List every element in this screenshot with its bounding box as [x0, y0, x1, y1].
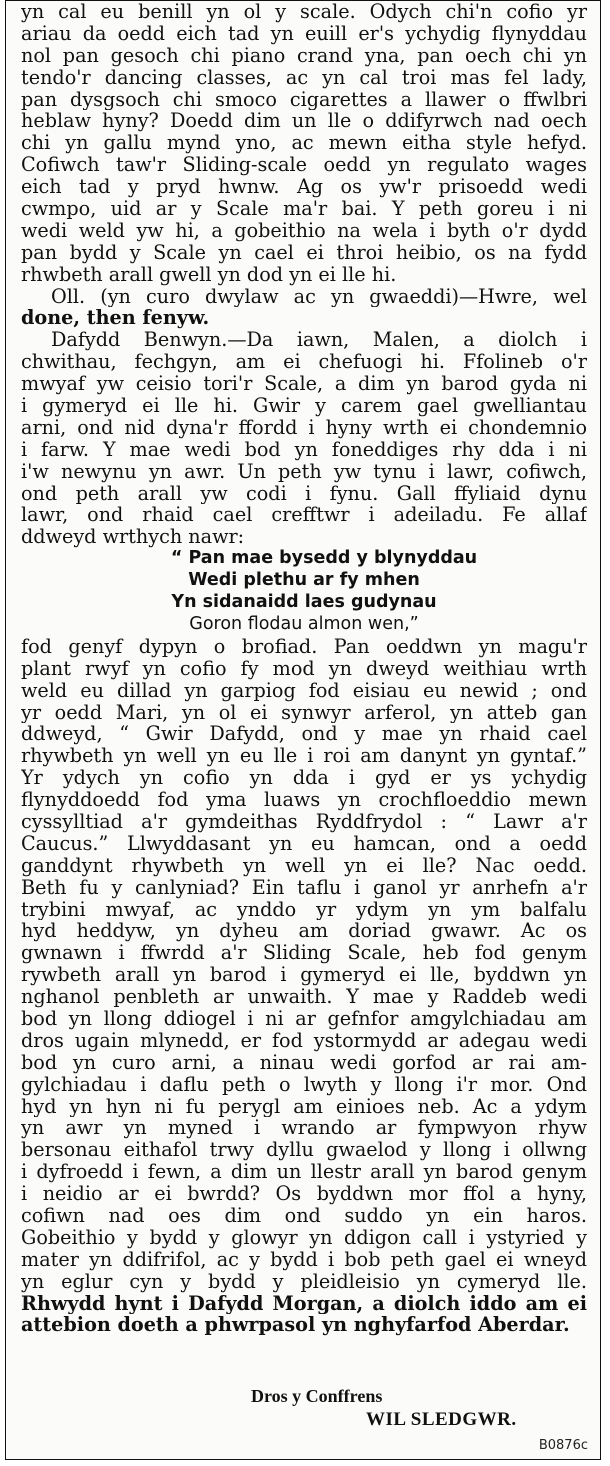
paragraph-all-cheer [21, 286, 587, 330]
text-line: i'w newynu yn awr. Un peth yw tynu i lawr, cofiwch, [21, 460, 587, 483]
verse-line: Wedi plethu ar fy mhen [188, 570, 420, 591]
text-line: Yr ydych yn cofio yn dda i gyd er ys ychydig [21, 767, 587, 790]
text-line: flynyddoedd fod yma luaws yn crochfloeddio mewn [21, 789, 587, 811]
text-line: ddweyd, “ Gwir Dafydd, ond y mae yn rhaid cael [21, 723, 587, 746]
text-line: hyd yn hyn ni fu perygl am einioes neb. Ac a ydym [21, 1095, 587, 1118]
text-line: chwithau, fechgyn, am ei chefuogi hi. Ffolineb o'r [21, 351, 587, 374]
text-line: nghanol penbleth ar unwaith. Y mae y Raddeb wedi [21, 986, 587, 1008]
text-line: arni, ond nid dyna'r ffordd i hyny wrth ei chondemnio [21, 416, 587, 439]
author-signature: WIL SLEDGWR. [366, 1409, 517, 1430]
text-line: yn eglur cyn y bydd y pleidleisio yn cymeryd lle. [21, 1270, 587, 1293]
text-line: i neidio ar ei bwrdd? Os byddwn mor ffol a hyny, [21, 1183, 587, 1205]
text-line: cofiwn nad oes dim ond suddo yn ein haros. [21, 1204, 587, 1227]
text-line: i dyfroedd i fewn, a dim un llestr arall yn barod genym [21, 1161, 587, 1184]
text-line: gylchiadau i daflu peth o lwyth y llong i'r mor. Ond [21, 1073, 587, 1096]
text-line: rhywbeth yn well yn eu lle i roi am danynt yn gyntaf.” [21, 745, 587, 768]
text-line: mwyaf yw ceisio tori'r Scale, a dim yn barod gyda ni [21, 373, 587, 396]
text-line: mater yn ddifrifol, ac y bydd i bob peth gael ei wneyd [21, 1248, 587, 1271]
text-line: bod yn llong ddiogel i ni ar gefnfor amgylchiadau am [21, 1007, 587, 1030]
text-line: Dafydd Benwyn.—Da iawn, Malen, a diolch i [51, 329, 587, 352]
text-line: ariau da oedd eich tad yn euill er's ychydig flynyddau [21, 22, 587, 45]
text-line: done, then fenyw. [21, 307, 210, 330]
text-line: Cofiwch taw'r Sliding-scale oedd yn regulato wages [21, 154, 587, 177]
text-line: yn cal eu benill yn ol y scale. Odych chi'n cofio yr [21, 1, 587, 23]
text-line: lawr, ond rhaid cael crefftwr i adeiladu. Fe allaf [21, 504, 587, 527]
text-line: pan bydd y Scale yn cael ei throi heibio, os na fydd [21, 241, 587, 264]
verse-quotation [21, 548, 587, 636]
verse-line: Goron flodau almon wen,” [189, 613, 419, 634]
text-line: Rhwydd hynt i Dafydd Morgan, a diolch iddo am ei [21, 1292, 587, 1315]
text-line: bersonau eithafol trwy dyllu gwaelod y llong i ollwng [21, 1139, 587, 1162]
text-line: eich tad y pryd hwnw. Ag os yw'r prisoedd wedi [21, 176, 587, 199]
text-line: ddweyd wrthych nawr: [21, 526, 245, 549]
text-line: wedi weld yw hi, a gobeithio na wela i byth o'r dydd [21, 219, 587, 242]
text-line: nol pan gesoch chi piano crand yna, pan oech chi yn [21, 44, 587, 67]
text-line: dros ugain mlynedd, er fod ystormydd ar adegau wedi [21, 1029, 587, 1052]
text-line: gwnawn i ffwrdd a'r Sliding Scale, heb fod genym [21, 942, 587, 965]
text-line: fod genyf dypyn o brofiad. Pan oeddwn yn magu'r [21, 635, 587, 658]
paragraph-experience [21, 636, 587, 1337]
verse-line: Yn sidanaidd laes gudynau [171, 592, 437, 613]
newspaper-clipping [5, 0, 601, 1460]
article-column [21, 1, 587, 1336]
text-line: pan dysgsoch chi smoco cigarettes a llawer o ffwlbri [21, 88, 587, 111]
text-line: cwmpo, uid ar y Scale ma'r bai. Y peth goreu i ni [21, 198, 587, 220]
text-line: cyssylltiad a'r gymdeithas Ryddfrydol : “ Lawr a'r [21, 810, 587, 833]
text-line: attebion doeth a phwrpasol yn nghyfarfod Aberdar. [21, 1314, 570, 1337]
text-line: i farw. Y mae wedi bod yn foneddiges rhy dda i ni [21, 438, 587, 461]
text-line: Gobeithio y bydd y glowyr yn ddigon call i ystyried y [21, 1226, 587, 1249]
text-line: Caucus.” Llwyddasant yn eu hamcan, ond a oedd [21, 832, 587, 855]
text-line: ganddynt rhywbeth yn well yn ei lle? Nac oedd. [21, 854, 587, 877]
paragraph-scale-wages [21, 1, 587, 286]
text-line: heblaw hyny? Doedd dim un lle o ddifyrwch nad oech [21, 110, 587, 133]
text-line: ond peth arall yw codi i fynu. Gall ffyliaid dynu [21, 482, 587, 505]
text-line: rhwbeth arall gwell yn dod yn ei lle hi. [21, 263, 397, 286]
text-line: yn awr yn myned i wrando ar fympwyon rhyw [21, 1117, 587, 1140]
text-line: Beth fu y canlyniad? Ein taflu i ganol yr anrhefn a'r [21, 876, 587, 899]
text-line: hyd heddyw, yn dyheu am doriad gwawr. Ac os [21, 920, 587, 943]
text-line: rywbeth arall yn barod i gymeryd ei lle, byddwn yn [21, 964, 587, 987]
text-line: plant rwyf yn cofio fy mod yn dweyd weithiau wrth [21, 657, 587, 680]
signoff-line: Dros y Conffrens [251, 1386, 383, 1406]
text-line: trybini mwyaf, ac ynddo yr ydym yn ym balfalu [21, 898, 587, 921]
text-line: Oll. (yn curo dwylaw ac yn gwaeddi)—Hwre, wel [51, 285, 587, 308]
text-line: chi yn gallu mynd yno, ac mewn eitha style hefyd. [21, 132, 587, 155]
text-line: i gymeryd ei lle hi. Gwir y carem gael gwelliantau [21, 395, 587, 417]
text-line: yr oedd Mari, yn ol ei synwyr arferol, yn atteb gan [21, 701, 587, 724]
verse-line: “ Pan mae bysedd y blynyddau [170, 548, 478, 569]
paragraph-dafydd-benwyn [21, 329, 587, 548]
text-line: bod yn curo arni, a ninau wedi gorfod ar rai am- [21, 1051, 587, 1074]
text-line: weld eu dillad yn garpiog fod eisiau eu newid ; ond [21, 679, 587, 702]
reference-code: B0876c [538, 1438, 588, 1453]
text-line: tendo'r dancing classes, ac yn cal troi mas fel lady, [21, 66, 587, 89]
